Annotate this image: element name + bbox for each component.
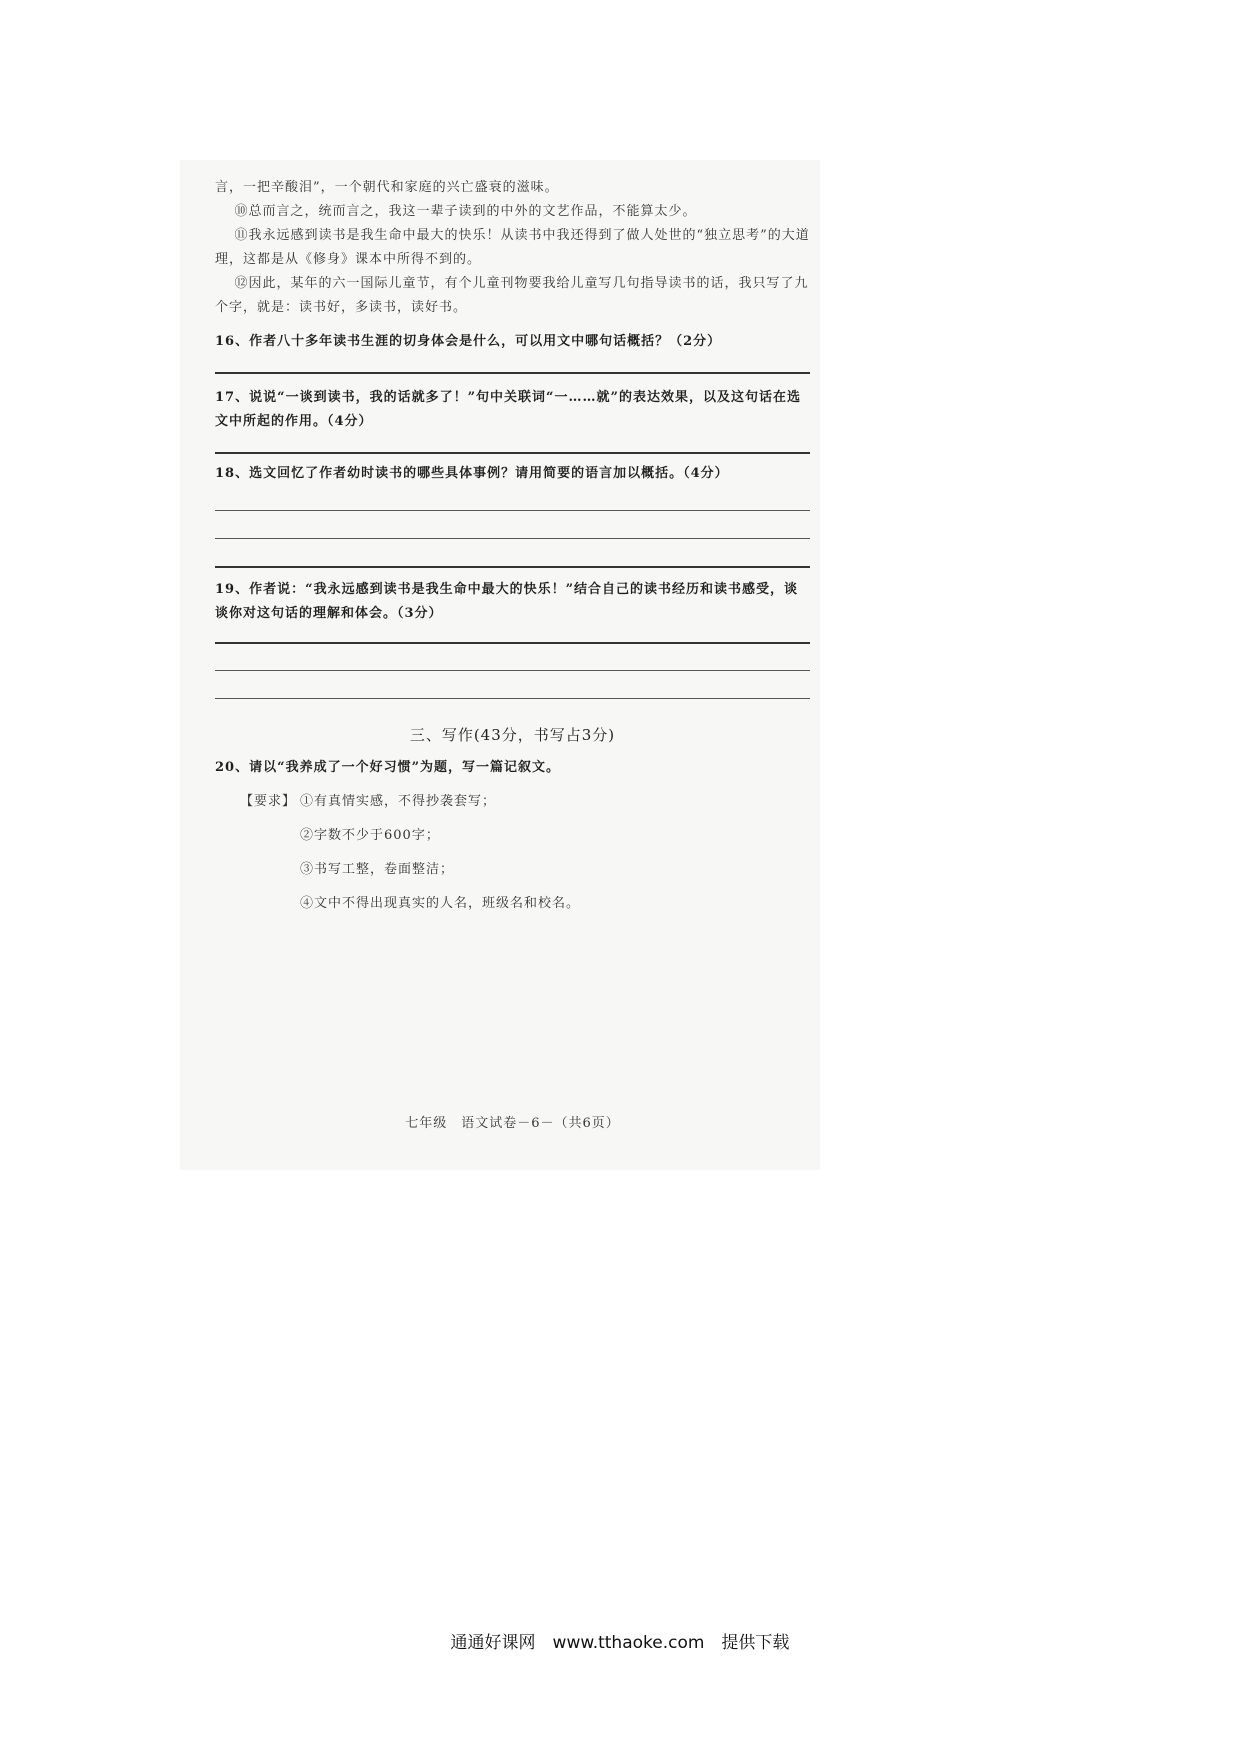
paragraph-10: ⑩总而言之，统而言之，我这一辈子读到的中外的文艺作品，不能算太少。: [234, 204, 697, 219]
answer-line: [215, 538, 810, 539]
question-18: 18、选文回忆了作者幼时读书的哪些具体事例？请用简要的语言加以概括。（4分）: [215, 466, 729, 481]
paragraph-11: ⑪我永远感到读书是我生命中最大的快乐！从读书中我还得到了做人处世的“独立思考”的大道理，这都是从《修身》课本中所得不到的。: [215, 228, 810, 267]
requirement-item: ④文中不得出现真实的人名，班级名和校名。: [300, 896, 581, 911]
answer-line: [215, 670, 810, 671]
answer-line: [215, 510, 810, 511]
paragraph-12: ⑫因此，某年的六一国际儿童节，有个儿童刊物要我给儿童写几句指导读书的话，我只写了九个字，就是：读书好，多读书，读好书。: [215, 276, 809, 315]
answer-line: [215, 698, 810, 699]
requirements-label: 【要求】: [240, 794, 297, 809]
requirement-item: ②字数不少于600字；: [300, 828, 440, 843]
requirement-item: ①有真情实感，不得抄袭套写；: [300, 794, 497, 809]
question-16: 16、作者八十多年读书生涯的切身体会是什么，可以用文中哪句话概括？（2分）: [215, 334, 722, 349]
question-20: 20、请以“我养成了一个好习惯”为题，写一篇记叙文。: [215, 760, 561, 775]
answer-line: [215, 452, 810, 454]
download-credit: 通通好课网 www.tthaoke.com 提供下载: [450, 1633, 790, 1653]
page-footer: 七年级 语文试卷－6－（共6页）: [405, 1116, 620, 1131]
question-19: 19、作者说：“我永远感到读书是我生命中最大的快乐！”结合自己的读书经历和读书感受，谈谈你对这句话的理解和体会。（3分）: [215, 582, 799, 621]
answer-line: [215, 372, 810, 374]
question-17: 17、说说“一谈到读书，我的话就多了！”句中关联词“一……就”的表达效果，以及这句话在选文中所起的作用。（4分）: [215, 390, 802, 429]
answer-line: [215, 642, 810, 644]
requirement-item: ③书写工整，卷面整洁；: [300, 862, 455, 877]
passage-line: 言，一把辛酸泪”，一个朝代和家庭的兴亡盛衰的滋味。: [215, 180, 559, 195]
section-title: 三、写作(43分，书写占3分): [409, 726, 616, 744]
answer-line: [215, 566, 810, 568]
